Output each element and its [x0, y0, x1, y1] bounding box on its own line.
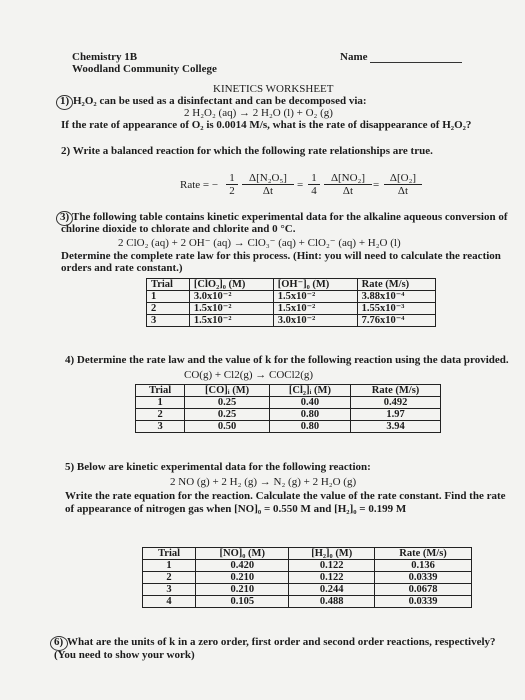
q2-equals2: = [373, 179, 380, 191]
q2-coef2-num: 1 [311, 172, 317, 184]
table-cell: 1 [143, 560, 196, 572]
q3-line2: chlorine dioxide to chlorate and chlorite and 0 °C. [61, 223, 296, 235]
q6-number: 6) [54, 636, 64, 648]
table-cell: 1.5x10⁻² [273, 303, 357, 315]
name-label: Name [340, 51, 368, 63]
table-cell: 0.0339 [375, 596, 472, 608]
worksheet-title: KINETICS WORKSHEET [213, 83, 334, 95]
table-cell: 1 [147, 291, 190, 303]
table-cell: 3.88x10⁻⁴ [357, 291, 435, 303]
q2-term2 [324, 172, 372, 197]
table-cell: 2 [136, 409, 185, 421]
table-cell: 2 [143, 572, 196, 584]
table-cell: 0.0339 [375, 572, 472, 584]
q2-coef2-den: 4 [308, 184, 320, 197]
table-cell: 0.25 [185, 409, 270, 421]
table-cell: 2 [147, 303, 190, 315]
table-cell: 0.105 [196, 596, 289, 608]
table-cell: 0.0678 [375, 584, 472, 596]
q2-term2-num: Δ[NO₂] [330, 172, 366, 184]
table-cell: 3 [147, 315, 190, 327]
column-header: Trial [136, 385, 185, 397]
table-row [136, 409, 441, 421]
column-header: Rate (M/s) [375, 548, 472, 560]
q5-text: 5) Below are kinetic experimental data for the following reaction: [65, 461, 371, 473]
q4-text: 4) Determine the rate law and the value of k for the following reaction using the data provided. [65, 354, 509, 366]
table-cell: 3 [143, 584, 196, 596]
column-header: Rate (M/s) [351, 385, 441, 397]
q2-term1-num: Δ[N₂O₅] [249, 172, 287, 184]
table-cell: 1.97 [351, 409, 441, 421]
q5-data-table [142, 547, 472, 608]
table-cell: 0.244 [289, 584, 375, 596]
column-header: [OH⁻]₀ (M) [273, 279, 357, 291]
q2-coef1-den: 2 [226, 184, 238, 197]
table-cell: 1.5x10⁻² [189, 315, 273, 327]
q4-data-table [135, 384, 441, 433]
table-header-row [136, 385, 441, 397]
college-name: Woodland Community College [72, 63, 217, 75]
q2-term2-den: Δt [324, 184, 372, 197]
q2-coef2 [308, 172, 320, 197]
column-header: Rate (M/s) [357, 279, 435, 291]
table-row [136, 421, 441, 433]
table-cell: 0.122 [289, 560, 375, 572]
q2-equals1: = [297, 179, 304, 191]
table-cell: 1.55x10⁻³ [357, 303, 435, 315]
column-header: [NO]₀ (M) [196, 548, 289, 560]
table-header-row [147, 279, 436, 291]
table-cell: 1 [136, 397, 185, 409]
table-cell: 0.80 [269, 409, 350, 421]
table-cell: 0.420 [196, 560, 289, 572]
q3-line4: orders and rate constant.) [61, 262, 183, 274]
table-cell: 0.80 [269, 421, 350, 433]
q5-line2: of appearance of nitrogen gas when [NO]₀ = 0.550 M and [H₂]₀ = 0.199 M [65, 503, 407, 515]
q3-line3: Determine the complete rate law for this process. (Hint: you will need to calculate the reaction [61, 250, 501, 262]
table-row [143, 596, 472, 608]
column-header: Trial [143, 548, 196, 560]
q3-equation: 2 ClO₂ (aq) + 2 OH⁻ (aq) → ClO₃⁻ (aq) + ClO₂⁻ (aq) + H₂O (l) [118, 237, 401, 249]
table-cell: 0.492 [351, 397, 441, 409]
q3-number: 3) [60, 211, 70, 223]
table-row [147, 315, 436, 327]
q2-coef1-num: 1 [229, 172, 235, 184]
table-row [147, 303, 436, 315]
table-cell: 1.5x10⁻² [189, 303, 273, 315]
table-cell: 3.94 [351, 421, 441, 433]
table-cell: 0.25 [185, 397, 270, 409]
table-row [136, 397, 441, 409]
q3-data-table [146, 278, 436, 327]
name-blank-line [370, 52, 462, 63]
table-cell: 0.136 [375, 560, 472, 572]
q1-number: 1) [60, 95, 70, 107]
table-row [143, 584, 472, 596]
table-cell: 1.5x10⁻² [273, 291, 357, 303]
table-header-row [143, 548, 472, 560]
q6-line1: What are the units of k in a zero order, first order and second order reactions, respectively? [67, 636, 496, 648]
q6-line2: (You need to show your work) [54, 649, 195, 661]
q2-coef1 [226, 172, 238, 197]
table-cell: 3 [136, 421, 185, 433]
table-row [147, 291, 436, 303]
column-header: [Cl₂]ᵢ (M) [269, 385, 350, 397]
table-row [143, 572, 472, 584]
column-header: [H₂]₀ (M) [289, 548, 375, 560]
q2-text: 2) Write a balanced reaction for which the following rate relationships are true. [61, 145, 433, 157]
q4-equation: CO(g) + Cl2(g) → COCl2(g) [184, 369, 314, 381]
table-cell: 0.210 [196, 572, 289, 584]
table-cell: 0.50 [185, 421, 270, 433]
q2-term3 [384, 172, 422, 197]
table-cell: 3.0x10⁻² [189, 291, 273, 303]
table-cell: 4 [143, 596, 196, 608]
q5-line1: Write the rate equation for the reaction. Calculate the value of the rate constant. Find the rate [65, 490, 506, 502]
column-header: [CO]ᵢ (M) [185, 385, 270, 397]
course-name: Chemistry 1B [72, 51, 138, 63]
q1-line2: If the rate of appearance of O₂ is 0.0014 M/s, what is the rate of disappearance of H₂O₂? [61, 119, 472, 131]
table-cell: 7.76x10⁻⁴ [357, 315, 435, 327]
table-cell: 0.122 [289, 572, 375, 584]
q2-term1 [242, 172, 294, 197]
table-cell: 0.488 [289, 596, 375, 608]
column-header: Trial [147, 279, 190, 291]
table-cell: 0.40 [269, 397, 350, 409]
q2-term3-den: Δt [384, 184, 422, 197]
q2-term3-num: Δ[O₂] [389, 172, 417, 184]
table-row [143, 560, 472, 572]
q1-line1: H₂O₂ can be used as a disinfectant and can be decomposed via: [73, 95, 367, 107]
q2-term1-den: Δt [242, 184, 294, 197]
table-cell: 3.0x10⁻² [273, 315, 357, 327]
name-field [340, 51, 462, 63]
q2-rate-label: Rate = − [180, 179, 219, 191]
column-header: [ClO₂]₀ (M) [189, 279, 273, 291]
table-cell: 0.210 [196, 584, 289, 596]
q1-equation: 2 H₂O₂ (aq) → 2 H₂O (l) + O₂ (g) [184, 107, 333, 119]
q5-equation: 2 NO (g) + 2 H₂ (g) → N₂ (g) + 2 H₂O (g) [170, 476, 357, 488]
q3-line1: The following table contains kinetic experimental data for the alkaline aqueous conversion of [72, 211, 508, 223]
